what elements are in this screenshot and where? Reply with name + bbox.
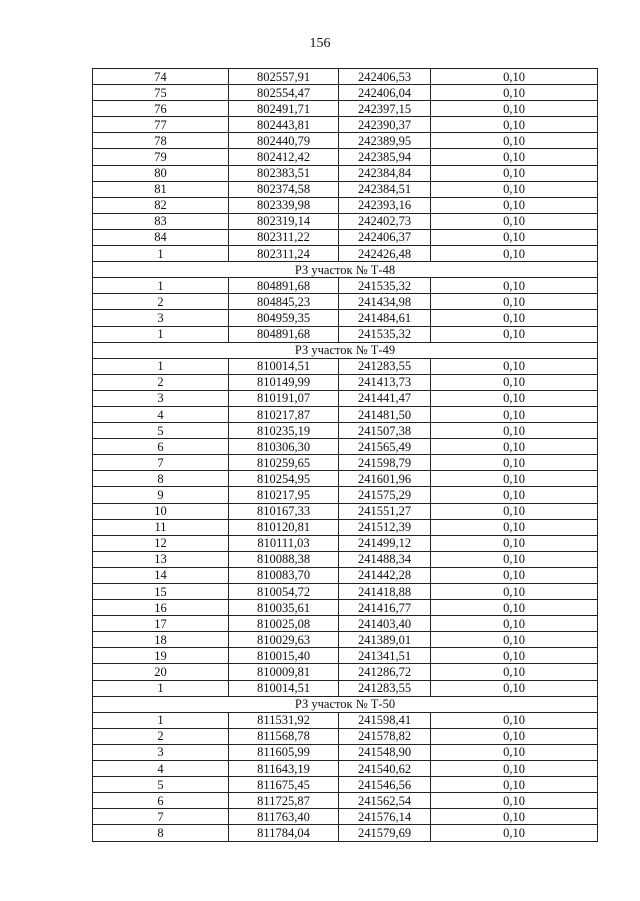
x-coordinate-cell: 810035,61 bbox=[229, 600, 339, 616]
table-row bbox=[93, 294, 598, 310]
x-coordinate-cell: 811763,40 bbox=[229, 809, 339, 825]
point-number-cell: 3 bbox=[93, 744, 229, 760]
table-row bbox=[93, 567, 598, 583]
x-coordinate-cell: 810120,81 bbox=[229, 519, 339, 535]
y-coordinate-cell: 242384,51 bbox=[339, 181, 431, 197]
y-coordinate-cell: 241535,32 bbox=[339, 278, 431, 294]
y-coordinate-cell: 241575,29 bbox=[339, 487, 431, 503]
section-header-row bbox=[93, 262, 598, 278]
table-row bbox=[93, 149, 598, 165]
x-coordinate-cell: 810014,51 bbox=[229, 358, 339, 374]
value-cell: 0,10 bbox=[431, 761, 598, 777]
y-coordinate-cell: 241283,55 bbox=[339, 358, 431, 374]
y-coordinate-cell: 241576,14 bbox=[339, 809, 431, 825]
table-row bbox=[93, 809, 598, 825]
value-cell: 0,10 bbox=[431, 519, 598, 535]
y-coordinate-cell: 241535,32 bbox=[339, 326, 431, 342]
y-coordinate-cell: 241413,73 bbox=[339, 374, 431, 390]
x-coordinate-cell: 810306,30 bbox=[229, 439, 339, 455]
y-coordinate-cell: 241598,41 bbox=[339, 712, 431, 728]
y-coordinate-cell: 242397,15 bbox=[339, 101, 431, 117]
value-cell: 0,10 bbox=[431, 390, 598, 406]
table-row bbox=[93, 117, 598, 133]
y-coordinate-cell: 241442,28 bbox=[339, 567, 431, 583]
y-coordinate-cell: 241484,61 bbox=[339, 310, 431, 326]
value-cell: 0,10 bbox=[431, 197, 598, 213]
x-coordinate-cell: 802374,58 bbox=[229, 181, 339, 197]
table-row bbox=[93, 197, 598, 213]
table-row bbox=[93, 439, 598, 455]
x-coordinate-cell: 802383,51 bbox=[229, 165, 339, 181]
value-cell: 0,10 bbox=[431, 229, 598, 245]
x-coordinate-cell: 804959,35 bbox=[229, 310, 339, 326]
x-coordinate-cell: 804891,68 bbox=[229, 278, 339, 294]
table-row bbox=[93, 85, 598, 101]
point-number-cell: 82 bbox=[93, 197, 229, 213]
point-number-cell: 2 bbox=[93, 294, 229, 310]
point-number-cell: 83 bbox=[93, 213, 229, 229]
y-coordinate-cell: 241341,51 bbox=[339, 648, 431, 664]
y-coordinate-cell: 241418,88 bbox=[339, 584, 431, 600]
value-cell: 0,10 bbox=[431, 567, 598, 583]
y-coordinate-cell: 241578,82 bbox=[339, 728, 431, 744]
value-cell: 0,10 bbox=[431, 664, 598, 680]
y-coordinate-cell: 241540,62 bbox=[339, 761, 431, 777]
value-cell: 0,10 bbox=[431, 744, 598, 760]
table-row bbox=[93, 761, 598, 777]
table-row bbox=[93, 744, 598, 760]
table-row bbox=[93, 229, 598, 245]
table-row bbox=[93, 503, 598, 519]
point-number-cell: 3 bbox=[93, 310, 229, 326]
x-coordinate-cell: 810111,03 bbox=[229, 535, 339, 551]
y-coordinate-cell: 241601,96 bbox=[339, 471, 431, 487]
table-row bbox=[93, 551, 598, 567]
y-coordinate-cell: 241286,72 bbox=[339, 664, 431, 680]
y-coordinate-cell: 242390,37 bbox=[339, 117, 431, 133]
value-cell: 0,10 bbox=[431, 455, 598, 471]
x-coordinate-cell: 810149,99 bbox=[229, 374, 339, 390]
table-row bbox=[93, 326, 598, 342]
point-number-cell: 5 bbox=[93, 777, 229, 793]
x-coordinate-cell: 810015,40 bbox=[229, 648, 339, 664]
x-coordinate-cell: 810217,87 bbox=[229, 406, 339, 422]
table-row bbox=[93, 648, 598, 664]
value-cell: 0,10 bbox=[431, 310, 598, 326]
table-row bbox=[93, 390, 598, 406]
point-number-cell: 77 bbox=[93, 117, 229, 133]
y-coordinate-cell: 242393,16 bbox=[339, 197, 431, 213]
x-coordinate-cell: 811568,78 bbox=[229, 728, 339, 744]
y-coordinate-cell: 241512,39 bbox=[339, 519, 431, 535]
x-coordinate-cell: 804891,68 bbox=[229, 326, 339, 342]
table-row bbox=[93, 455, 598, 471]
table-row bbox=[93, 728, 598, 744]
table-row bbox=[93, 519, 598, 535]
y-coordinate-cell: 241416,77 bbox=[339, 600, 431, 616]
x-coordinate-cell: 810254,95 bbox=[229, 471, 339, 487]
value-cell: 0,10 bbox=[431, 374, 598, 390]
y-coordinate-cell: 242384,84 bbox=[339, 165, 431, 181]
point-number-cell: 18 bbox=[93, 632, 229, 648]
x-coordinate-cell: 810025,08 bbox=[229, 616, 339, 632]
point-number-cell: 16 bbox=[93, 600, 229, 616]
point-number-cell: 15 bbox=[93, 584, 229, 600]
point-number-cell: 8 bbox=[93, 825, 229, 841]
value-cell: 0,10 bbox=[431, 246, 598, 262]
x-coordinate-cell: 811643,19 bbox=[229, 761, 339, 777]
point-number-cell: 19 bbox=[93, 648, 229, 664]
y-coordinate-cell: 242426,48 bbox=[339, 246, 431, 262]
table-row bbox=[93, 406, 598, 422]
y-coordinate-cell: 241507,38 bbox=[339, 423, 431, 439]
value-cell: 0,10 bbox=[431, 632, 598, 648]
x-coordinate-cell: 811605,99 bbox=[229, 744, 339, 760]
point-number-cell: 78 bbox=[93, 133, 229, 149]
value-cell: 0,10 bbox=[431, 728, 598, 744]
table-row bbox=[93, 165, 598, 181]
table-row bbox=[93, 278, 598, 294]
x-coordinate-cell: 810191,07 bbox=[229, 390, 339, 406]
value-cell: 0,10 bbox=[431, 825, 598, 841]
y-coordinate-cell: 242406,37 bbox=[339, 229, 431, 245]
point-number-cell: 79 bbox=[93, 149, 229, 165]
point-number-cell: 74 bbox=[93, 69, 229, 85]
x-coordinate-cell: 802311,22 bbox=[229, 229, 339, 245]
section-header-row bbox=[93, 696, 598, 712]
point-number-cell: 75 bbox=[93, 85, 229, 101]
coordinates-table-body bbox=[93, 69, 598, 842]
point-number-cell: 1 bbox=[93, 680, 229, 696]
section-header-row bbox=[93, 342, 598, 358]
section-title: РЗ участок № Т-48 bbox=[93, 262, 598, 278]
point-number-cell: 9 bbox=[93, 487, 229, 503]
section-title: РЗ участок № Т-49 bbox=[93, 342, 598, 358]
y-coordinate-cell: 241546,56 bbox=[339, 777, 431, 793]
y-coordinate-cell: 241283,55 bbox=[339, 680, 431, 696]
point-number-cell: 4 bbox=[93, 406, 229, 422]
y-coordinate-cell: 241441,47 bbox=[339, 390, 431, 406]
y-coordinate-cell: 241481,50 bbox=[339, 406, 431, 422]
y-coordinate-cell: 241551,27 bbox=[339, 503, 431, 519]
table-row bbox=[93, 712, 598, 728]
y-coordinate-cell: 242402,73 bbox=[339, 213, 431, 229]
table-row bbox=[93, 101, 598, 117]
x-coordinate-cell: 802339,98 bbox=[229, 197, 339, 213]
x-coordinate-cell: 811784,04 bbox=[229, 825, 339, 841]
x-coordinate-cell: 802319,14 bbox=[229, 213, 339, 229]
x-coordinate-cell: 802491,71 bbox=[229, 101, 339, 117]
y-coordinate-cell: 242385,94 bbox=[339, 149, 431, 165]
value-cell: 0,10 bbox=[431, 326, 598, 342]
point-number-cell: 6 bbox=[93, 793, 229, 809]
table-row bbox=[93, 664, 598, 680]
x-coordinate-cell: 810054,72 bbox=[229, 584, 339, 600]
table-row bbox=[93, 600, 598, 616]
point-number-cell: 7 bbox=[93, 455, 229, 471]
table-row bbox=[93, 680, 598, 696]
value-cell: 0,10 bbox=[431, 535, 598, 551]
table-row bbox=[93, 777, 598, 793]
x-coordinate-cell: 802554,47 bbox=[229, 85, 339, 101]
point-number-cell: 12 bbox=[93, 535, 229, 551]
y-coordinate-cell: 241548,90 bbox=[339, 744, 431, 760]
value-cell: 0,10 bbox=[431, 439, 598, 455]
x-coordinate-cell: 810088,38 bbox=[229, 551, 339, 567]
y-coordinate-cell: 241403,40 bbox=[339, 616, 431, 632]
x-coordinate-cell: 802443,81 bbox=[229, 117, 339, 133]
value-cell: 0,10 bbox=[431, 487, 598, 503]
value-cell: 0,10 bbox=[431, 423, 598, 439]
x-coordinate-cell: 810167,33 bbox=[229, 503, 339, 519]
coordinates-table bbox=[92, 68, 598, 842]
table-row bbox=[93, 423, 598, 439]
value-cell: 0,10 bbox=[431, 648, 598, 664]
table-row bbox=[93, 374, 598, 390]
value-cell: 0,10 bbox=[431, 165, 598, 181]
x-coordinate-cell: 802557,91 bbox=[229, 69, 339, 85]
point-number-cell: 17 bbox=[93, 616, 229, 632]
point-number-cell: 1 bbox=[93, 712, 229, 728]
table-row bbox=[93, 632, 598, 648]
y-coordinate-cell: 241488,34 bbox=[339, 551, 431, 567]
point-number-cell: 13 bbox=[93, 551, 229, 567]
value-cell: 0,10 bbox=[431, 117, 598, 133]
point-number-cell: 6 bbox=[93, 439, 229, 455]
point-number-cell: 3 bbox=[93, 390, 229, 406]
value-cell: 0,10 bbox=[431, 69, 598, 85]
y-coordinate-cell: 242389,95 bbox=[339, 133, 431, 149]
point-number-cell: 4 bbox=[93, 761, 229, 777]
table-row bbox=[93, 616, 598, 632]
y-coordinate-cell: 241389,01 bbox=[339, 632, 431, 648]
point-number-cell: 80 bbox=[93, 165, 229, 181]
point-number-cell: 5 bbox=[93, 423, 229, 439]
value-cell: 0,10 bbox=[431, 213, 598, 229]
y-coordinate-cell: 241579,69 bbox=[339, 825, 431, 841]
table-row bbox=[93, 213, 598, 229]
table-row bbox=[93, 535, 598, 551]
value-cell: 0,10 bbox=[431, 809, 598, 825]
x-coordinate-cell: 810259,65 bbox=[229, 455, 339, 471]
point-number-cell: 1 bbox=[93, 246, 229, 262]
x-coordinate-cell: 804845,23 bbox=[229, 294, 339, 310]
x-coordinate-cell: 802412,42 bbox=[229, 149, 339, 165]
value-cell: 0,10 bbox=[431, 358, 598, 374]
point-number-cell: 2 bbox=[93, 728, 229, 744]
y-coordinate-cell: 241565,49 bbox=[339, 439, 431, 455]
table-row bbox=[93, 246, 598, 262]
x-coordinate-cell: 810014,51 bbox=[229, 680, 339, 696]
value-cell: 0,10 bbox=[431, 616, 598, 632]
value-cell: 0,10 bbox=[431, 85, 598, 101]
value-cell: 0,10 bbox=[431, 584, 598, 600]
value-cell: 0,10 bbox=[431, 551, 598, 567]
x-coordinate-cell: 811725,87 bbox=[229, 793, 339, 809]
x-coordinate-cell: 811531,92 bbox=[229, 712, 339, 728]
x-coordinate-cell: 802440,79 bbox=[229, 133, 339, 149]
value-cell: 0,10 bbox=[431, 278, 598, 294]
table-row bbox=[93, 181, 598, 197]
x-coordinate-cell: 810083,70 bbox=[229, 567, 339, 583]
y-coordinate-cell: 241434,98 bbox=[339, 294, 431, 310]
value-cell: 0,10 bbox=[431, 777, 598, 793]
point-number-cell: 1 bbox=[93, 278, 229, 294]
point-number-cell: 81 bbox=[93, 181, 229, 197]
table-row bbox=[93, 487, 598, 503]
point-number-cell: 11 bbox=[93, 519, 229, 535]
table-row bbox=[93, 310, 598, 326]
table-row bbox=[93, 133, 598, 149]
table-row bbox=[93, 825, 598, 841]
x-coordinate-cell: 811675,45 bbox=[229, 777, 339, 793]
page-number: 156 bbox=[309, 36, 331, 51]
x-coordinate-cell: 810217,95 bbox=[229, 487, 339, 503]
point-number-cell: 84 bbox=[93, 229, 229, 245]
table-row bbox=[93, 69, 598, 85]
point-number-cell: 2 bbox=[93, 374, 229, 390]
y-coordinate-cell: 242406,04 bbox=[339, 85, 431, 101]
x-coordinate-cell: 810029,63 bbox=[229, 632, 339, 648]
point-number-cell: 1 bbox=[93, 358, 229, 374]
point-number-cell: 10 bbox=[93, 503, 229, 519]
value-cell: 0,10 bbox=[431, 101, 598, 117]
point-number-cell: 7 bbox=[93, 809, 229, 825]
value-cell: 0,10 bbox=[431, 600, 598, 616]
table-row bbox=[93, 793, 598, 809]
value-cell: 0,10 bbox=[431, 793, 598, 809]
table-row bbox=[93, 471, 598, 487]
value-cell: 0,10 bbox=[431, 712, 598, 728]
table-row bbox=[93, 584, 598, 600]
value-cell: 0,10 bbox=[431, 149, 598, 165]
y-coordinate-cell: 242406,53 bbox=[339, 69, 431, 85]
point-number-cell: 20 bbox=[93, 664, 229, 680]
section-title: РЗ участок № Т-50 bbox=[93, 696, 598, 712]
x-coordinate-cell: 810235,19 bbox=[229, 423, 339, 439]
table-row bbox=[93, 358, 598, 374]
y-coordinate-cell: 241562,54 bbox=[339, 793, 431, 809]
point-number-cell: 1 bbox=[93, 326, 229, 342]
y-coordinate-cell: 241499,12 bbox=[339, 535, 431, 551]
point-number-cell: 8 bbox=[93, 471, 229, 487]
value-cell: 0,10 bbox=[431, 294, 598, 310]
x-coordinate-cell: 802311,24 bbox=[229, 246, 339, 262]
value-cell: 0,10 bbox=[431, 680, 598, 696]
value-cell: 0,10 bbox=[431, 133, 598, 149]
y-coordinate-cell: 241598,79 bbox=[339, 455, 431, 471]
value-cell: 0,10 bbox=[431, 406, 598, 422]
point-number-cell: 76 bbox=[93, 101, 229, 117]
value-cell: 0,10 bbox=[431, 471, 598, 487]
value-cell: 0,10 bbox=[431, 503, 598, 519]
value-cell: 0,10 bbox=[431, 181, 598, 197]
point-number-cell: 14 bbox=[93, 567, 229, 583]
x-coordinate-cell: 810009,81 bbox=[229, 664, 339, 680]
